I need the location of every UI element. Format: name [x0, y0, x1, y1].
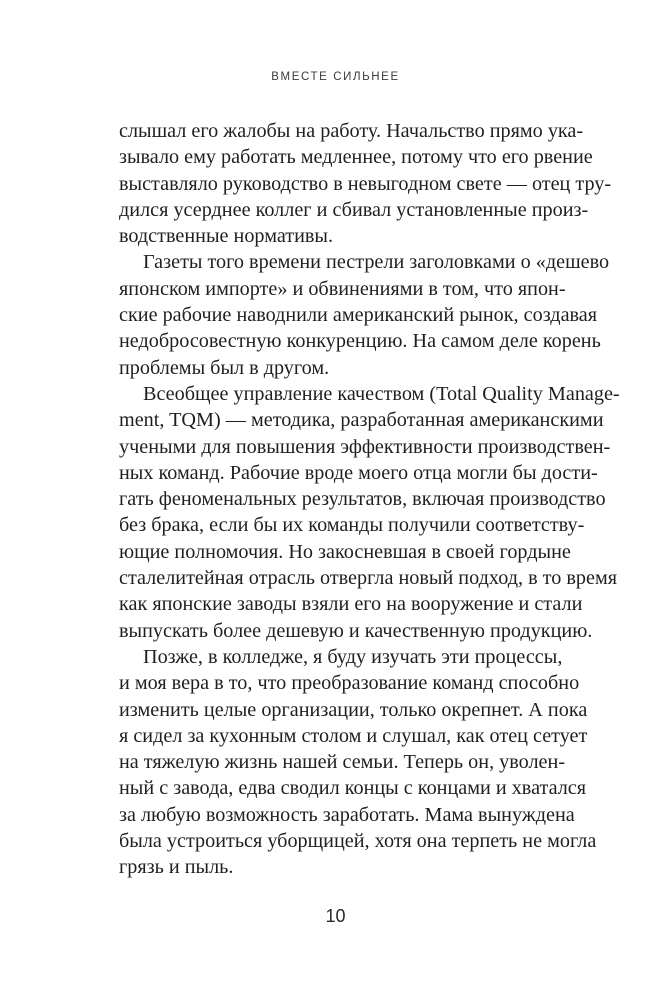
text-line: ские рабочие наводнили американский рынок, создавая	[119, 304, 598, 327]
text-line: и моя вера в то, что преобразование команд способно	[119, 672, 580, 695]
text-line: Газеты того времени пестрели заголовками о «дешево	[143, 251, 610, 274]
text-line: за любую возможность заработать. Мама вынуждена	[119, 803, 575, 826]
text-line: зывало ему работать медленнее, потому что его рвение	[119, 146, 593, 169]
text-line: водственные нормативы.	[119, 225, 334, 248]
text-line: была устроиться уборщицей, хотя она терпеть не могла	[119, 830, 597, 853]
page-number: 10	[325, 906, 346, 926]
text-line: ный с завода, едва сводил концы с концами и хватался	[119, 777, 587, 800]
text-line: сталелитейная отрасль отвергла новый подход, в то время	[119, 567, 618, 590]
text-line: на тяжелую жизнь нашей семьи. Теперь он, уволен-	[119, 751, 566, 774]
text-line: Позже, в колледже, я буду изучать эти процессы,	[143, 645, 563, 668]
text-line: без брака, если бы их команды получили соответству-	[119, 514, 585, 537]
paragraph	[119, 381, 620, 644]
body-text	[119, 118, 620, 881]
text-line: изменить целые организации, только окрепнет. А пока	[119, 698, 588, 721]
text-line: как японские заводы взяли его на вооружение и стали	[119, 593, 583, 616]
text-line: дился усерднее коллег и сбивал установленные произ-	[119, 198, 589, 221]
running-head: ВМЕСТЕ СИЛЬНЕЕ	[271, 71, 400, 83]
paragraph	[119, 644, 597, 881]
paragraph	[119, 249, 610, 380]
text-line: Всеобщее управление качеством (Total Quality Manage-	[143, 382, 620, 405]
text-line: недобросовестную конкуренцию. На самом деле корень	[119, 330, 601, 353]
text-line: выпускать более дешевую и качественную продукцию.	[119, 619, 593, 642]
text-line: ных команд. Рабочие вроде моего отца могли бы дости-	[119, 461, 598, 484]
text-line: грязь и пыль.	[119, 856, 234, 879]
paragraph	[119, 118, 612, 249]
text-line: ment, TQM) — методика, разработанная американскими	[119, 409, 604, 432]
text-line: гать феноменальных результатов, включая производство	[119, 488, 606, 511]
text-line: слышал его жалобы на работу. Начальство прямо ука-	[119, 120, 584, 142]
text-line: японском импорте» и обвинениями в том, что япон-	[119, 277, 566, 300]
text-line: учеными для повышения эффективности производствен-	[119, 435, 611, 458]
text-line: проблемы был в другом.	[119, 356, 330, 379]
text-line: я сидел за кухонным столом и слушал, как отец сетует	[119, 724, 588, 747]
text-line: ющие полномочия. Но закосневшая в своей гордыне	[119, 540, 571, 563]
text-line: выставляло руководство в невыгодном свете — отец тру-	[119, 172, 612, 195]
